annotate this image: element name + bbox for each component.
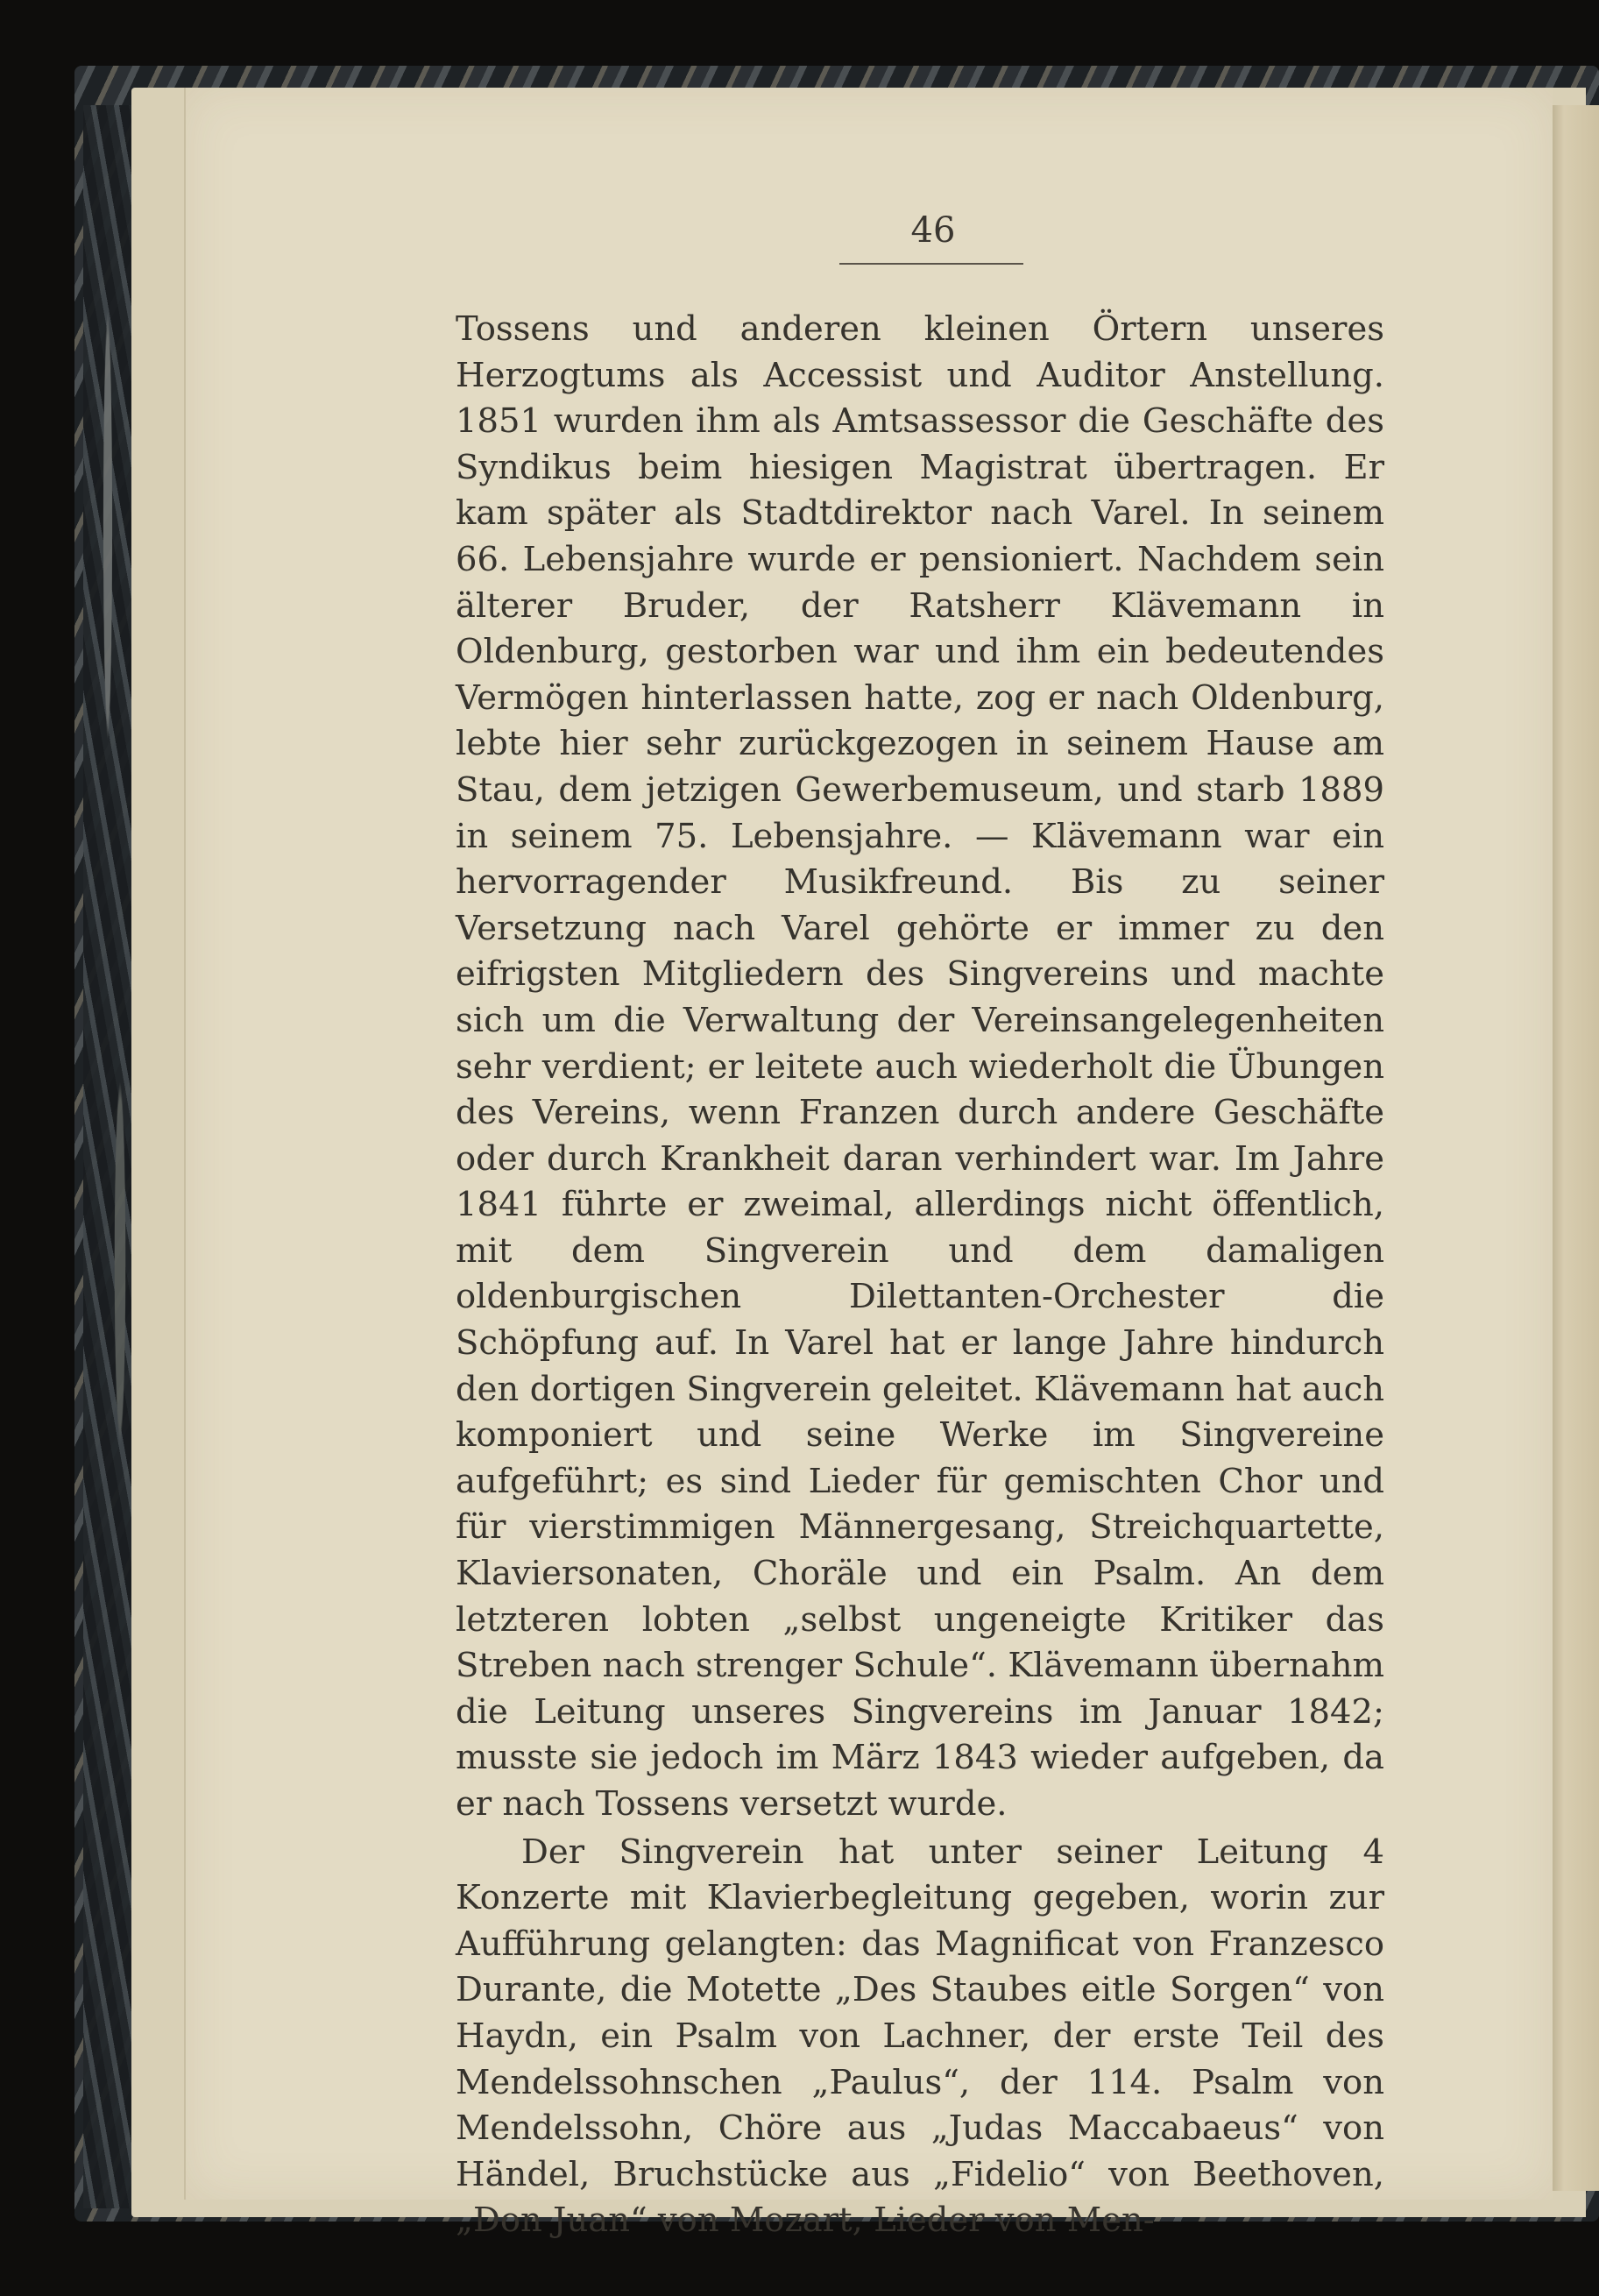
paragraph: Der Singverein hat unter seiner Leitung 4 Konzerte mit Klavierbegleitung gegeben, worin zur Aufführung gelangten: das Magnificat von Franzesco Durante, die Motette „Des Staubes eitle Sorgen“ von Haydn, ein Psalm von Lachner, der erste Teil des Mendelssohnschen „Paulus“, der 114. Psalm von Mendelssohn, Chöre aus „Judas Maccabaeus“ von Händel, Bruchstücke aus „Fidelio“ von Beethoven, „Don Juan“ von Mozart, Lieder von Men- (456, 1832, 1384, 2241)
page-number: 46 (910, 210, 956, 251)
body-text (456, 307, 1384, 2244)
page-number-rule (839, 263, 1023, 265)
facing-page-edge (1549, 105, 1599, 2191)
paragraph: Tossens und anderen kleinen Örtern unseres Herzogtums als Accessist und Auditor Anstellung. 1851 wurden ihm als Amtsassessor die Geschäfte des Syndikus beim hiesigen Magistrat übertragen. Er kam später als Stadtdirektor nach Varel. In seinem 66. Lebensjahre wurde er pensioniert. Nachdem sein älterer Bruder, der Ratsherr Klävemann in Oldenburg, gestorben war und ihm ein bedeutendes Vermögen hinterlassen hatte, zog er nach Oldenburg, lebte hier sehr zurückgezogen in seinem Hause am Stau, dem jetzigen Gewerbemuseum, und starb 1889 in seinem 75. Lebensjahre. — Klävemann war ein hervorragender Musikfreund. Bis zu seiner Versetzung nach Varel gehörte er immer zu den eifrigsten Mitgliedern des Singvereins und machte sich um die Verwaltung der Vereinsangelegenheiten sehr verdient; er leitete auch wiederholt die Übungen des Vereins, wenn Franzen durch andere Geschäfte oder durch Krankheit daran verhindert war. Im Jahre 1841 führte er zweimal, allerdings nicht öffentlich, mit dem Singverein und dem damaligen oldenburgischen Dilettanten-Orchester die Schöpfung auf. In Varel hat er lange Jahre hindurch den dortigen Singverein geleitet. Klävemann hat auch komponiert und seine Werke im Singvereine aufgeführt; es sind Lieder für gemischten Chor und für vierstimmigen Männergesang, Streichquartette, Klaviersonaten, Choräle und ein Psalm. An dem letzteren lobten „selbst ungeneigte Kritiker das Streben nach strenger Schule“. Klävemann übernahm die Leitung unseres Singvereins im Januar 1842; musste sie jedoch im März 1843 wieder aufgeben, da er nach Tossens versetzt wurde. (456, 309, 1384, 1824)
